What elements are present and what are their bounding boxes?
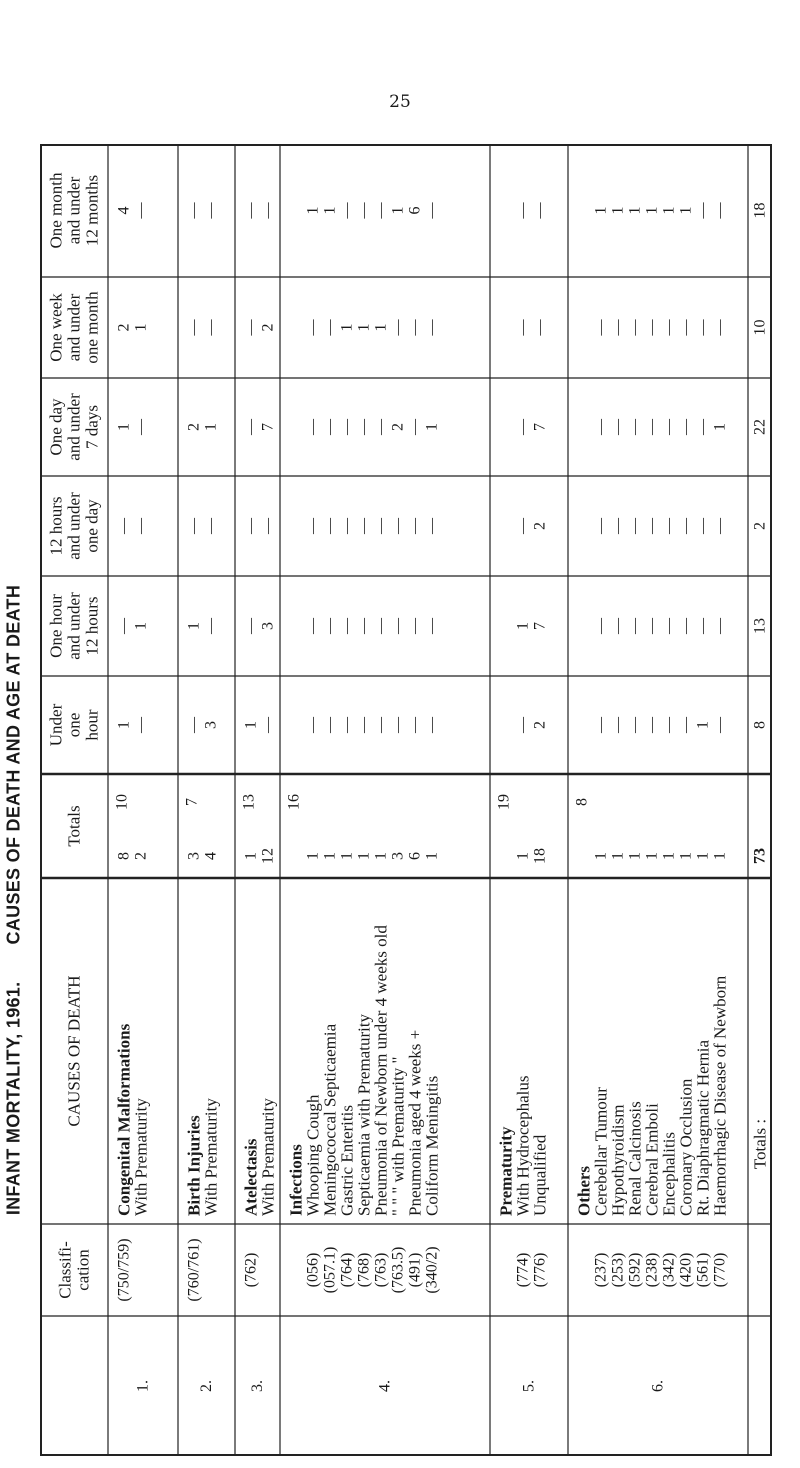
age-value: —: [372, 618, 390, 634]
age-value: —: [406, 518, 424, 534]
age-value: —: [531, 319, 549, 336]
cause-name: Unqualified: [530, 1134, 550, 1216]
classification-code: (561): [694, 1252, 712, 1288]
age-value: —: [115, 518, 133, 534]
age-value: —: [643, 518, 661, 534]
cause-name: Pneumonia aged 4 weeks +: [405, 1029, 425, 1216]
row-total: 1: [355, 852, 373, 860]
age-value: —: [694, 319, 712, 336]
totals-age-2: 2: [751, 522, 769, 530]
header-classification-0: Classifi-: [55, 1241, 75, 1299]
cause-name: Haemorrhagic Disease of Newborn: [710, 975, 730, 1216]
classification-code: (592): [626, 1252, 644, 1288]
age-value: —: [355, 202, 373, 219]
cause-name: Prematurity: [496, 1126, 516, 1216]
row-total: 1: [626, 852, 644, 860]
age-value: —: [372, 419, 390, 435]
age-value: —: [115, 618, 133, 634]
age-value: —: [677, 319, 695, 336]
classification-code: (342): [660, 1252, 678, 1288]
group-number-4: 5.: [520, 1380, 538, 1392]
age-value: —: [185, 717, 203, 733]
row-total: 1: [694, 852, 712, 860]
row-total: 1: [711, 852, 729, 860]
header-causes: CAUSES OF DEATH: [64, 975, 84, 1127]
cause-name: Coliform Meningitis: [422, 1075, 442, 1216]
age-value: 1: [514, 622, 532, 630]
row-total: 6: [406, 852, 424, 860]
age-value: 1: [242, 721, 260, 729]
classification-code: (750/759): [115, 1238, 133, 1302]
mortality-table-svg: [40, 144, 772, 1456]
age-value: 4: [115, 206, 133, 215]
age-value: 1: [185, 622, 203, 630]
age-value: —: [132, 518, 150, 534]
age-value: 2: [259, 323, 277, 332]
classification-code: (764): [338, 1252, 356, 1288]
header-age-5-line-2: 12 months: [82, 174, 102, 247]
cause-name: Coronary Occlusion: [676, 1078, 696, 1216]
age-value: —: [660, 319, 678, 336]
age-value: 1: [677, 206, 695, 215]
row-total: 2: [132, 852, 150, 860]
header-age-4-line-2: one month: [82, 291, 102, 364]
group-number-1: 2.: [198, 1380, 215, 1392]
age-value: —: [711, 319, 729, 336]
row-total: 1: [304, 852, 322, 860]
age-value: 1: [132, 622, 150, 630]
classification-code: (770): [711, 1252, 729, 1288]
age-value: 1: [372, 323, 390, 332]
row-total: 1: [321, 852, 339, 860]
cause-name: With Prematurity: [258, 1098, 278, 1216]
age-value: 7: [531, 622, 549, 630]
cause-name: Infections: [286, 1144, 306, 1216]
age-value: —: [242, 419, 260, 435]
age-value: —: [609, 319, 627, 336]
header-age-0-line-2: hour: [82, 709, 102, 741]
age-value: —: [592, 419, 610, 435]
age-value: —: [643, 618, 661, 634]
classification-code: (237): [592, 1252, 610, 1288]
age-value: 3: [202, 721, 220, 729]
age-value: —: [694, 618, 712, 634]
age-value: —: [202, 319, 220, 336]
age-value: —: [643, 319, 661, 336]
age-value: —: [592, 518, 610, 534]
age-value: —: [406, 419, 424, 435]
mortality-table: [40, 144, 772, 1456]
classification-code: (491): [406, 1252, 424, 1288]
cause-name: Cerebellar Tumour: [591, 1087, 611, 1216]
classification-code: (056): [304, 1252, 322, 1288]
age-value: 1: [389, 206, 407, 215]
side-title-part1: INFANT MORTALITY, 1961.: [3, 981, 24, 1216]
age-value: —: [694, 419, 712, 435]
age-value: —: [626, 618, 644, 634]
age-value: 1: [609, 206, 627, 215]
row-total: 1: [423, 852, 441, 860]
cause-name: Pneumonia of Newborn under 4 weeks old: [371, 925, 391, 1216]
age-value: —: [423, 202, 441, 219]
age-value: 1: [321, 206, 339, 215]
header-age-5-line-0: One month: [46, 172, 66, 249]
cause-name: Whooping Cough: [303, 1094, 323, 1216]
row-total: 1: [609, 852, 627, 860]
age-value: —: [660, 717, 678, 733]
totals-age-3: 22: [751, 419, 769, 435]
group-total-5: 8: [573, 798, 591, 806]
age-value: —: [338, 202, 356, 219]
age-value: —: [406, 618, 424, 634]
header-age-3-line-0: One day: [46, 398, 66, 456]
group-number-5: 6.: [649, 1380, 667, 1392]
cause-name: Meningococcal Septicaemia: [320, 1023, 340, 1216]
age-value: 1: [660, 206, 678, 215]
age-value: —: [321, 319, 339, 336]
age-value: —: [406, 319, 424, 336]
totals-label: Totals :: [750, 1118, 770, 1170]
classification-code: (340/2): [423, 1246, 441, 1294]
age-value: —: [202, 202, 220, 219]
age-value: 2: [389, 423, 407, 431]
cause-name: With Prematurity: [131, 1098, 151, 1216]
group-total-2: 13: [240, 794, 258, 810]
age-value: —: [372, 518, 390, 534]
age-value: —: [660, 518, 678, 534]
age-value: —: [389, 618, 407, 634]
age-value: 1: [132, 323, 150, 332]
age-value: —: [202, 618, 220, 634]
classification-code: (768): [355, 1252, 373, 1288]
age-value: 1: [423, 423, 441, 431]
age-value: 2: [185, 423, 203, 431]
cause-name: Rt. Diaphragmatic Hernia: [693, 1039, 713, 1216]
age-value: 1: [355, 323, 373, 332]
age-value: —: [609, 618, 627, 634]
header-totals: Totals: [64, 805, 84, 847]
age-value: —: [609, 717, 627, 733]
age-value: —: [132, 717, 150, 733]
row-total: 1: [372, 852, 390, 860]
age-value: —: [304, 717, 322, 733]
age-value: 1: [694, 721, 712, 729]
row-total: 18: [531, 848, 549, 864]
header-age-2-line-0: 12 hours: [46, 496, 66, 556]
age-value: —: [626, 319, 644, 336]
age-value: —: [321, 717, 339, 733]
age-value: —: [711, 518, 729, 534]
age-value: —: [643, 717, 661, 733]
age-value: —: [514, 319, 532, 336]
age-value: 2: [115, 323, 133, 332]
age-value: 1: [626, 206, 644, 215]
side-title-part2: CAUSES OF DEATH AND AGE AT DEATH: [3, 584, 24, 945]
classification-code: (774): [514, 1252, 532, 1288]
totals-grand: 73: [751, 848, 769, 864]
age-value: 2: [531, 721, 549, 729]
age-value: —: [338, 717, 356, 733]
cause-name: Atelectasis: [241, 1138, 261, 1216]
age-value: —: [531, 202, 549, 219]
age-value: —: [643, 419, 661, 435]
group-total-1: 7: [183, 798, 201, 806]
age-value: —: [132, 202, 150, 219]
age-value: —: [321, 618, 339, 634]
classification-code: (420): [677, 1252, 695, 1288]
group-number-0: 1.: [134, 1380, 152, 1392]
cause-name: Others: [574, 1165, 594, 1216]
cause-name: Gastric Enteritis: [337, 1105, 357, 1216]
age-value: —: [338, 518, 356, 534]
header-age-2-line-1: and under: [64, 492, 84, 560]
header-classification-1: cation: [73, 1249, 93, 1291]
age-value: 6: [406, 206, 424, 215]
age-value: 1: [115, 423, 133, 431]
age-value: 3: [259, 622, 277, 630]
totals-age-5: 18: [751, 202, 769, 219]
group-number-3: 4.: [376, 1380, 394, 1392]
age-value: —: [711, 202, 729, 219]
age-value: —: [259, 202, 277, 219]
cause-name: Encephalitis: [659, 1131, 679, 1216]
age-value: —: [389, 319, 407, 336]
age-value: 1: [592, 206, 610, 215]
group-total-4: 19: [495, 794, 513, 810]
totals-age-0: 8: [751, 721, 769, 729]
age-value: 7: [531, 423, 549, 431]
age-value: —: [423, 717, 441, 733]
age-value: —: [660, 419, 678, 435]
age-value: —: [694, 202, 712, 219]
age-value: —: [304, 618, 322, 634]
cause-name: " " " with Prematurity ": [388, 1056, 408, 1216]
age-value: —: [389, 518, 407, 534]
age-value: —: [338, 618, 356, 634]
age-value: —: [338, 419, 356, 435]
cause-name: Septicaemia with Prematurity: [354, 1013, 374, 1216]
row-total: 1: [643, 852, 661, 860]
header-age-0-line-0: Under: [46, 703, 66, 747]
row-total: 1: [660, 852, 678, 860]
age-value: —: [372, 717, 390, 733]
row-total: 3: [389, 852, 407, 860]
header-age-5-line-1: and under: [64, 176, 84, 245]
age-value: —: [626, 717, 644, 733]
age-value: —: [423, 518, 441, 534]
header-age-2-line-2: one day: [82, 499, 102, 553]
classification-code: (762): [242, 1252, 260, 1288]
header-age-4-line-0: One week: [46, 293, 66, 362]
age-value: —: [242, 319, 260, 336]
age-value: 1: [202, 423, 220, 431]
cause-name: Birth Injuries: [184, 1115, 204, 1216]
age-value: —: [304, 319, 322, 336]
classification-code: (760/761): [185, 1238, 203, 1302]
cause-name: Hypothyroidism: [608, 1104, 628, 1216]
age-value: —: [423, 618, 441, 634]
totals-age-1: 13: [751, 618, 769, 634]
row-total: 3: [185, 852, 203, 860]
age-value: 7: [259, 423, 277, 431]
age-value: —: [202, 518, 220, 534]
age-value: 1: [304, 206, 322, 215]
classification-code: (057.1): [321, 1246, 339, 1294]
age-value: —: [355, 618, 373, 634]
age-value: —: [514, 518, 532, 534]
age-value: —: [185, 518, 203, 534]
age-value: —: [304, 419, 322, 435]
age-value: —: [242, 618, 260, 634]
row-total: 1: [338, 852, 356, 860]
page-number: 25: [389, 92, 411, 112]
header-age-1-line-2: 12 hours: [82, 596, 102, 656]
age-value: —: [660, 618, 678, 634]
age-value: —: [242, 202, 260, 219]
classification-code: (238): [643, 1252, 661, 1288]
header-age-3-line-1: and under: [64, 393, 84, 461]
age-value: —: [626, 518, 644, 534]
classification-code: (776): [531, 1252, 549, 1288]
header-age-1-line-0: One hour: [46, 594, 66, 658]
age-value: —: [185, 319, 203, 336]
header-age-4-line-1: and under: [64, 293, 84, 362]
age-value: —: [423, 319, 441, 336]
age-value: —: [259, 518, 277, 534]
group-number-2: 3.: [249, 1380, 266, 1392]
cause-name: Congenital Malformations: [114, 1023, 134, 1216]
age-value: —: [514, 419, 532, 435]
classification-code: (763.5): [389, 1246, 407, 1294]
row-total: 1: [242, 852, 260, 860]
age-value: —: [677, 717, 695, 733]
row-total: 8: [115, 852, 133, 860]
age-value: —: [711, 717, 729, 733]
age-value: —: [259, 717, 277, 733]
totals-age-4: 10: [751, 319, 769, 336]
age-value: —: [609, 419, 627, 435]
header-age-3-line-2: 7 days: [82, 405, 102, 449]
row-total: 1: [677, 852, 695, 860]
age-value: 1: [115, 721, 133, 729]
age-value: —: [609, 518, 627, 534]
cause-name: With Prematurity: [201, 1098, 221, 1216]
age-value: —: [321, 419, 339, 435]
age-value: —: [355, 717, 373, 733]
age-value: —: [355, 419, 373, 435]
age-value: —: [711, 618, 729, 634]
age-value: —: [372, 202, 390, 219]
cause-name: Renal Calcinosis: [625, 1101, 645, 1216]
classification-code: (763): [372, 1252, 390, 1288]
age-value: —: [626, 419, 644, 435]
classification-code: (253): [609, 1252, 627, 1288]
age-value: —: [406, 717, 424, 733]
age-value: —: [389, 717, 407, 733]
age-value: —: [321, 518, 339, 534]
age-value: 2: [531, 522, 549, 530]
age-value: —: [355, 518, 373, 534]
age-value: —: [514, 202, 532, 219]
age-value: 1: [338, 323, 356, 332]
age-value: —: [514, 717, 532, 733]
age-value: 1: [711, 423, 729, 431]
header-age-0-line-1: one: [64, 712, 84, 738]
age-value: 1: [643, 206, 661, 215]
row-total: 1: [514, 852, 532, 860]
side-title: [0, 540, 32, 1260]
age-value: —: [592, 319, 610, 336]
row-total: 4: [202, 852, 220, 860]
age-value: —: [677, 518, 695, 534]
age-value: —: [677, 419, 695, 435]
age-value: —: [185, 202, 203, 219]
age-value: —: [694, 518, 712, 534]
row-total: 12: [259, 848, 277, 864]
age-value: —: [592, 717, 610, 733]
age-value: —: [304, 518, 322, 534]
age-value: —: [592, 618, 610, 634]
age-value: —: [677, 618, 695, 634]
group-total-3: 16: [285, 794, 303, 810]
cause-name: With Hydrocephalus: [513, 1075, 533, 1216]
row-total: 1: [592, 852, 610, 860]
age-value: —: [242, 518, 260, 534]
group-total-0: 10: [113, 794, 131, 810]
cause-name: Cerebral Emboli: [642, 1103, 662, 1216]
age-value: —: [132, 419, 150, 435]
header-age-1-line-1: and under: [64, 592, 84, 660]
